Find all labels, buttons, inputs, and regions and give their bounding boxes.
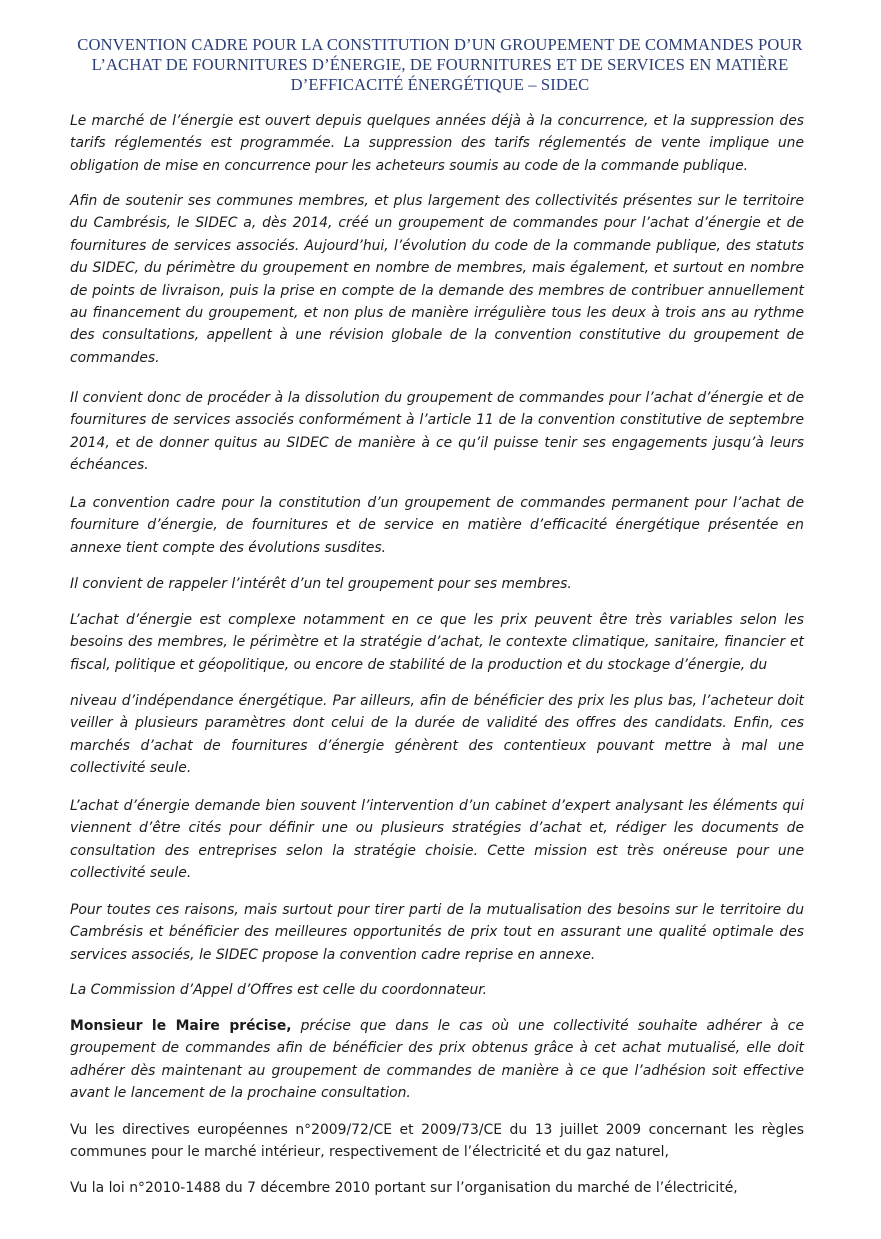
- title-line-3: D’EFFICACITÉ ÉNERGÉTIQUE – SIDEC: [290, 75, 590, 94]
- mayor-lead: Monsieur le Maire précise,: [70, 1018, 292, 1034]
- paragraph-mayor-statement: [70, 1015, 804, 1105]
- document-title: [60, 35, 820, 95]
- mayor-statement-body: précise que dans le cas où une collectivité souhaite adhérer à ce groupement de commandes afin de bénéficier des prix obtenus grâce à cet achat mutualisé, elle doit adhérer dès maintenant au groupement de commandes de manière à ce que l’adhésion soit effective avant le lancement de la prochaine consultation.: [70, 1018, 804, 1102]
- paragraph-framework-convention: La convention cadre pour la constitution d’un groupement de commandes permanent pour l’achat de fourniture d’énergie, de fournitures et de service en matière d’efficacité énergétique présentée en annexe tient compte des évolutions susdites.: [70, 495, 804, 556]
- paragraph-market-opening: Le marché de l’énergie est ouvert depuis quelques années déjà à la concurrence, et la suppression des tarifs réglementés est programmée. La suppression des tarifs réglementés de vente implique une obligation de mise en concurrence pour les acheteurs soumis au code de la commande publique.: [70, 113, 804, 174]
- paragraph-commission: La Commission d’Appel d’Offres est celle du coordonnateur.: [70, 982, 488, 998]
- paragraph-sidec-grouping: Afin de soutenir ses communes membres, et plus largement des collectivités présentes sur le territoire du Cambrésis, le SIDEC a, dès 2014, créé un groupement de commandes pour l’achat d’énergie et de fournitures de services associés. Aujourd’hui, l’évolution du code de la commande publique, des statuts du SIDEC, du périmètre du groupement en nombre de membres, mais également, et surtout en nombre de points de livraison, puis la prise en compte de la demande des membres de contribuer annuellement au financement du groupement, et non plus de manière irrégulière tous les deux à trois ans au rythme des consultations, appellent à une révision globale de la convention constitutive du groupement de commandes.: [70, 193, 804, 366]
- paragraph-energy-independence: niveau d’indépendance énergétique. Par ailleurs, afin de bénéficier des prix les plus bas, l’acheteur doit veiller à plusieurs paramètres dont celui de la durée de validité des offres des candidats. Enfin, ces marchés d’achat de fournitures d’énergie génèrent des contentieux pouvant mettre à mal une collectivité seule.: [70, 693, 804, 777]
- paragraph-law-2010: Vu la loi n°2010-1488 du 7 décembre 2010 portant sur l’organisation du marché de l’électricité,: [70, 1180, 738, 1196]
- paragraph-energy-purchase-complexity: L’achat d’énergie est complexe notamment en ce que les prix peuvent être très variables selon les besoins des membres, le périmètre et la stratégie d’achat, le contexte climatique, sanitaire, financier et fiscal, politique et géopolitique, ou encore de stabilité de la production et du stockage d’énergie, du: [70, 612, 804, 673]
- paragraph-expert-cabinet: L’achat d’énergie demande bien souvent l’intervention d’un cabinet d’expert analysant les éléments qui viennent d’être cités pour définir une ou plusieurs stratégies d’achat et, rédiger les documents de consultation des entreprises selon la stratégie choisie. Cette mission est très onéreuse pour une collectivité seule.: [70, 798, 804, 882]
- paragraph-dissolution: Il convient donc de procéder à la dissolution du groupement de commandes pour l’achat d’énergie et de fournitures de services associés conformément à l’article 11 de la convention constitutive de septembre 2014, et de donner quitus au SIDEC de manière à ce qu’il puisse tenir ses engagements jusqu’à leurs échéances.: [70, 390, 804, 474]
- title-line-1: CONVENTION CADRE POUR LA CONSTITUTION D’UN GROUPEMENT DE COMMANDES POUR: [77, 35, 803, 54]
- paragraph-interest-reminder: Il convient de rappeler l’intérêt d’un tel groupement pour ses membres.: [70, 576, 572, 592]
- title-line-2: L’ACHAT DE FOURNITURES D’ÉNERGIE, DE FOURNITURES ET DE SERVICES EN MATIÈRE: [91, 55, 789, 74]
- paragraph-reasons: Pour toutes ces raisons, mais surtout pour tirer parti de la mutualisation des besoins sur le territoire du Cambrésis et bénéficier des meilleures opportunités de prix tout en assurant une qualité optimale des services associés, le SIDEC propose la convention cadre reprise en annexe.: [70, 902, 804, 963]
- paragraph-eu-directives: Vu les directives européennes n°2009/72/CE et 2009/73/CE du 13 juillet 2009 concernant les règles communes pour le marché intérieur, respectivement de l’électricité et du gaz naturel,: [70, 1122, 804, 1161]
